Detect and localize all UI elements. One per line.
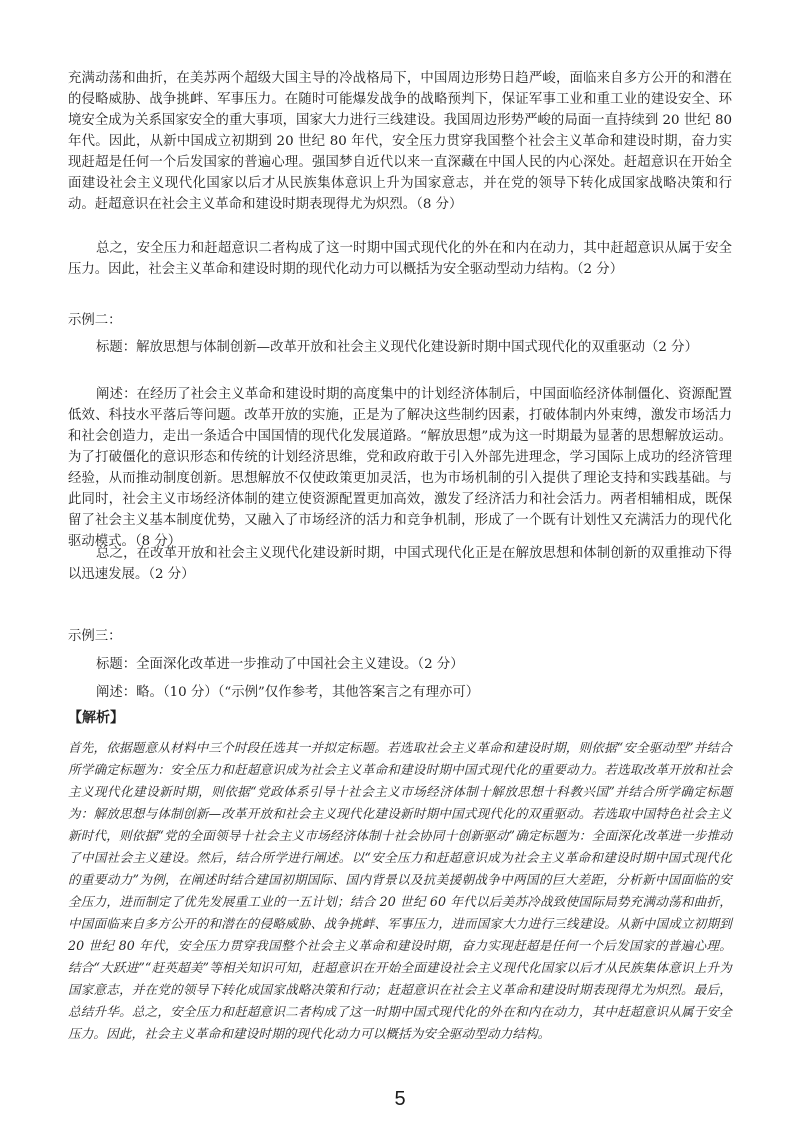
example-2-body: 阐述：在经历了社会主义革命和建设时期的高度集中的计划经济体制后，中国面临经济体制僵化、资源配置低效、科技水平落后等问题。改革开放的实施，正是为了解决这些制约因素，打破体制内外束缚，激发市场活力和社会创造力，走出一条适合中国国情的现代化发展道路。“解放思想”成为这一时期最为显著的思想解放运动。为了打破僵化的意识形态和传统的计划经济思维，党和政府敢于引入外部先进理念，学习国际上成功的经济管理经验，从而推动制度创新。思想解放不仅使政策更加灵活，也为市场机制的引入提供了理论支持和实践基础。与此同时，社会主义市场经济体制的建立使资源配置更加高效，激发了经济活力和社会活力。两者相辅相成，既保留了社会主义基本制度优势，又融入了市场经济的活力和竞争机制，形成了一个既有计划性又充满活力的现代化驱动模式。（8 分）	[68, 387, 732, 549]
example-2-title: 标题：解放思想与体制创新—改革开放和社会主义现代化建设新时期中国式现代化的双重驱动（2 分）	[96, 340, 698, 355]
page-number: 5	[394, 1088, 406, 1110]
example-3-body: 阐述：略。（10 分）（“示例”仅作参考，其他答案言之有理亦可）	[96, 685, 480, 700]
analysis-heading: 【解析】	[68, 710, 124, 726]
analysis-paragraph: 首先，依据题意从材料中三个时段任选其一并拟定标题。若选取社会主义革命和建设时期，则依据“安全驱动型”并结合所学确定标题为：安全压力和赶超意识成为社会主义革命和建设时期中国式现代化的重要动力。若选取改革开放和社会主义现代化建设新时期，则依据“党政体系引导十社会主义市场经济体制十解放思想十科教兴国”并结合所学确定标题为：解放思想与体制创新—改革开放和社会主义现代化建设新时期中国式现代化的双重驱动。若选取中国特色社会主义新时代，则依据“党的全面领导十社会主义市场经济体制十社会协同十创新驱动”确定标题为：全面深化改革进一步推动了中国社会主义建设。然后，结合所学进行阐述。以“安全压力和赶超意识成为社会主义革命和建设时期中国式现代化的重要动力”为例，在阐述时结合建国初期国际、国内背景以及抗美援朝战争中两国的巨大差距，分析新中国面临的安全压力，进而制定了优先发展重工业的一五计划；结合 20 世纪 60 年代以后美苏冷战致使国际局势充满动荡和曲折，中国面临来自多方公开的和潜在的侵略威胁、战争挑衅、军事压力，进而国家大力进行三线建设。从新中国成立初期到 20 世纪 80 年代，安全压力贯穿我国整个社会主义革命和建设时期，奋力实现赶超是任何一个后发国家的普遍心理。结合“大跃进”“赶英超美”等相关知识可知，赶超意识在开始全面建设社会主义现代化国家以后才从民族集体意识上升为国家意志，并在党的领导下转化成国家战略决策和行动；赶超意识在社会主义革命和建设时期表现得尤为炽烈。最后，总结升华。总之，安全压力和赶超意识二者构成了这一时期中国式现代化的外在和内在动力，其中赶超意识从属于安全压力。因此，社会主义革命和建设时期的现代化动力可以概括为安全驱动型动力结构。	[68, 740, 732, 1041]
example-2-summary: 总之，在改革开放和社会主义现代化建设新时期，中国式现代化正是在解放思想和体制创新的双重推动下得以迅速发展。（2 分）	[68, 546, 732, 582]
summary-paragraph-1: 总之，安全压力和赶超意识二者构成了这一时期中国式现代化的外在和内在动力，其中赶超意识从属于安全压力。因此，社会主义革命和建设时期的现代化动力可以概括为安全驱动型动力结构。（2 分）	[68, 241, 732, 277]
paragraph-security-pressure: 充满动荡和曲折，在美苏两个超级大国主导的冷战格局下，中国周边形势日趋严峻，面临来自多方公开的和潜在的侵略威胁、战争挑衅、军事压力。在随时可能爆发战争的战略预判下，保证军事工业和重工业的建设安全、环境安全成为关系国家安全的重大事项，国家大力进行三线建设。我国周边形势严峻的局面一直持续到 20 世纪 80 年代。因此，从新中国成立初期到 20 世纪 80 年代，安全压力贯穿我国整个社会主义革命和建设时期，奋力实现赶超是任何一个后发国家的普遍心理。强国梦自近代以来一直深藏在中国人民的内心深处。赶超意识在开始全面建设社会主义现代化国家以后才从民族集体意识上升为国家意志，并在党的领导下转化成国家战略决策和行动。赶超意识在社会主义革命和建设时期表现得尤为炽烈。（8 分）	[68, 71, 732, 212]
example-2-label: 示例二：	[68, 313, 122, 328]
example-3-label: 示例三：	[68, 629, 122, 644]
example-3-title: 标题：全面深化改革进一步推动了中国社会主义建设。（2 分）	[96, 657, 464, 672]
